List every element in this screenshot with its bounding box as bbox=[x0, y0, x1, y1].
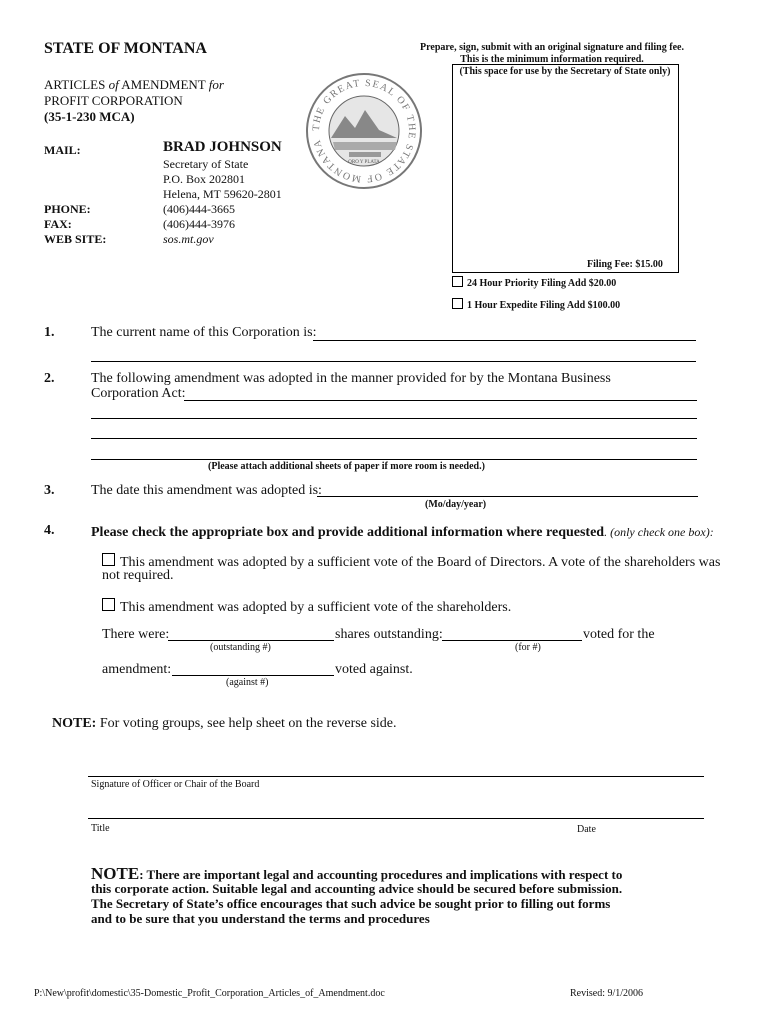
amendment-field-2[interactable] bbox=[91, 418, 697, 419]
attach-sheets-note: (Please attach additional sheets of paper if more room is needed.) bbox=[208, 461, 485, 472]
shares-outstanding-label: shares outstanding: bbox=[335, 627, 443, 642]
board-vote-checkbox[interactable] bbox=[102, 553, 115, 566]
articles-title-line2: PROFIT CORPORATION bbox=[44, 93, 183, 108]
item3-text: The date this amendment was adopted is: bbox=[91, 483, 322, 498]
amendment-label: amendment: bbox=[102, 662, 172, 677]
title-label: Title bbox=[91, 823, 110, 834]
amendment-field-4[interactable] bbox=[91, 459, 697, 460]
phone-label: PHONE: bbox=[44, 202, 91, 216]
item2-text-line1: The following amendment was adopted in the manner provided for by the Montana Business bbox=[91, 371, 611, 386]
outstanding-hint: (outstanding #) bbox=[210, 642, 271, 653]
shareholder-vote-checkbox[interactable] bbox=[102, 598, 115, 611]
title-date-line[interactable] bbox=[88, 818, 704, 819]
expedite-checkbox[interactable] bbox=[452, 298, 463, 309]
file-path: P:\New\profit\domestic\35-Domestic_Profit_Corporation_Articles_of_Amendment.doc bbox=[34, 988, 385, 999]
there-were-label: There were: bbox=[102, 627, 170, 642]
outstanding-shares-field[interactable] bbox=[168, 640, 334, 641]
item3-number: 3. bbox=[44, 483, 55, 498]
item1-number: 1. bbox=[44, 325, 55, 340]
priority-checkbox[interactable] bbox=[452, 276, 463, 287]
amendment-field-3[interactable] bbox=[91, 438, 697, 439]
instructions-line1: Prepare, sign, submit with an original signature and filing fee. bbox=[420, 42, 684, 53]
fax-label: FAX: bbox=[44, 217, 72, 231]
option-shareholder-vote[interactable]: This amendment was adopted by a sufficient vote of the shareholders. bbox=[102, 598, 511, 616]
date-label: Date bbox=[577, 824, 596, 835]
revised-date: Revised: 9/1/2006 bbox=[570, 988, 644, 999]
state-title: STATE OF MONTANA bbox=[44, 40, 207, 57]
sos-title: Secretary of State bbox=[163, 157, 249, 171]
voted-against-label: voted against. bbox=[335, 662, 413, 677]
votes-against-field[interactable] bbox=[172, 675, 334, 676]
expedite-option[interactable]: 1 Hour Expedite Filing Add $100.00 bbox=[452, 298, 620, 311]
priority-option[interactable]: 24 Hour Priority Filing Add $20.00 bbox=[452, 276, 616, 289]
signature-label: Signature of Officer or Chair of the Board bbox=[91, 779, 260, 790]
mca-reference: (35-1-230 MCA) bbox=[44, 109, 135, 124]
for-hint: (for #) bbox=[515, 642, 541, 653]
phone-value: (406)444-3665 bbox=[163, 202, 235, 216]
item2-text-line2: Corporation Act: bbox=[91, 386, 186, 401]
item2-number: 2. bbox=[44, 371, 55, 386]
option-board-vote[interactable]: This amendment was adopted by a sufficient vote of the Board of Directors. A vote of the shareholders was bbox=[102, 553, 720, 571]
state-seal-icon bbox=[305, 72, 423, 190]
adoption-date-field[interactable] bbox=[317, 496, 698, 497]
web-value: sos.mt.gov bbox=[163, 232, 214, 246]
instructions-line2: This is the minimum information required. bbox=[460, 54, 644, 65]
item4-text: Please check the appropriate box and provide additional information where requested. (only check one box): bbox=[91, 525, 714, 540]
fax-value: (406)444-3976 bbox=[163, 217, 235, 231]
date-format-hint: (Mo/day/year) bbox=[425, 499, 487, 510]
web-label: WEB SITE: bbox=[44, 232, 107, 246]
filing-fee: Filing Fee: $15.00 bbox=[587, 259, 663, 270]
voted-for-label: voted for the bbox=[583, 627, 655, 642]
legal-note-line4: and to be sure that you understand the terms and procedures bbox=[91, 911, 430, 926]
votes-for-field[interactable] bbox=[442, 640, 582, 641]
corp-name-field-2[interactable] bbox=[91, 361, 696, 362]
svg-text:ORO Y PLATA: ORO Y PLATA bbox=[348, 160, 380, 165]
sos-use-box bbox=[452, 64, 679, 273]
legal-note-line1: NOTE: There are important legal and accounting procedures and implications with respect to bbox=[91, 864, 623, 883]
po-box: P.O. Box 202801 bbox=[163, 172, 246, 186]
against-hint: (against #) bbox=[226, 677, 269, 688]
signature-line[interactable] bbox=[88, 776, 704, 777]
svg-text:THE GREAT SEAL OF THE STATE OF: THE GREAT SEAL OF THE STATE OF MONTANA bbox=[310, 77, 418, 185]
mail-label: MAIL: bbox=[44, 143, 81, 157]
corp-name-field[interactable] bbox=[313, 340, 696, 341]
articles-title-line1: ARTICLES of AMENDMENT for bbox=[44, 77, 224, 92]
city-address: Helena, MT 59620-2801 bbox=[163, 187, 282, 201]
amendment-field-1[interactable] bbox=[184, 400, 697, 401]
item4-number: 4. bbox=[44, 523, 55, 538]
sos-box-label: (This space for use by the Secretary of State only) bbox=[459, 66, 671, 77]
legal-note-line2: this corporate action. Suitable legal and accounting advice should be secured before submission. bbox=[91, 881, 623, 896]
legal-note-line3: The Secretary of State’s office encourages that such advice be sought prior to filling out forms bbox=[91, 896, 611, 911]
voting-groups-note: NOTE: For voting groups, see help sheet on the reverse side. bbox=[52, 716, 397, 731]
sos-name: BRAD JOHNSON bbox=[163, 139, 282, 155]
option-board-vote-line2: not required. bbox=[102, 568, 174, 583]
item1-text: The current name of this Corporation is: bbox=[91, 325, 317, 340]
